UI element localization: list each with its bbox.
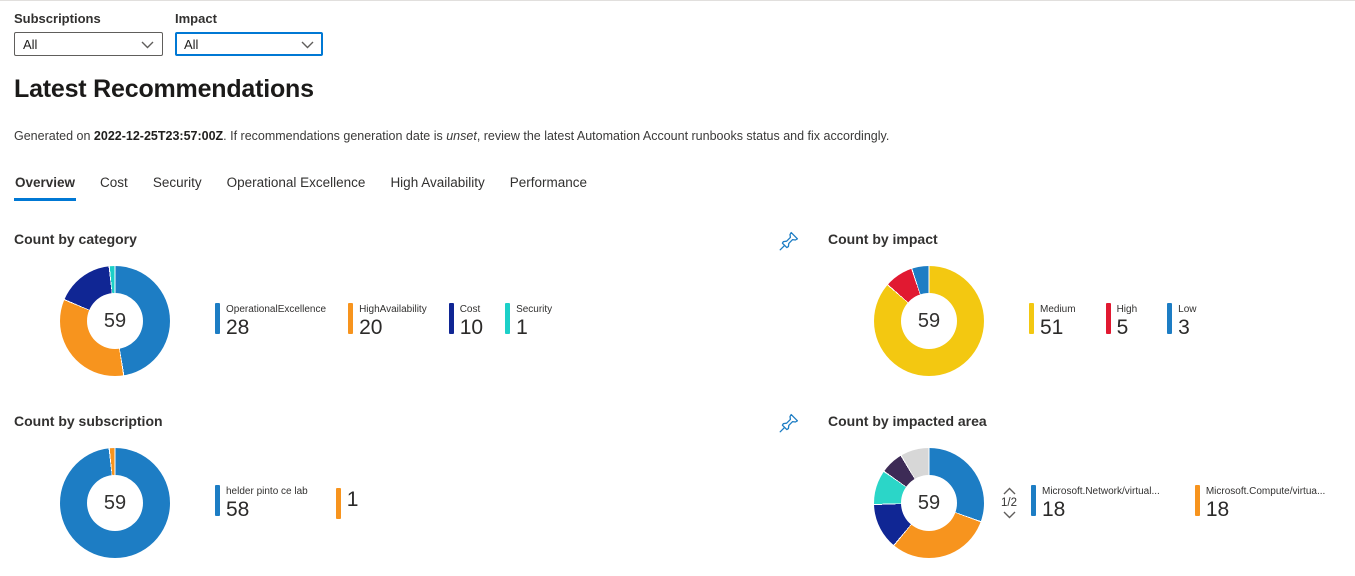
legend [1001, 485, 1325, 522]
legend-item-security: Security 1 [505, 303, 552, 340]
panel-title: Count by category [14, 231, 137, 247]
impact-dropdown[interactable] [175, 32, 323, 56]
unset-word: unset [446, 129, 477, 143]
legend-color-bar [336, 488, 341, 519]
donut-total: 59 [901, 293, 957, 349]
legend-color-bar [1195, 485, 1200, 516]
legend-item-microsoft-compute: Microsoft.Compute/virtua... 18 [1195, 485, 1325, 522]
legend-page-up-icon[interactable] [1003, 487, 1016, 495]
tab-cost[interactable]: Cost [100, 175, 128, 190]
legend-item-helder-pinto-ce-lab: helder pinto ce lab 58 [215, 485, 308, 522]
impact-dropdown-value: All [184, 36, 199, 52]
panel-title: Count by subscription [14, 413, 163, 429]
subscriptions-label: Subscriptions [14, 11, 101, 26]
filter-bar [14, 11, 323, 56]
subscriptions-dropdown-value: All [23, 36, 38, 52]
panel-title: Count by impact [828, 231, 938, 247]
legend-item-low: Low 3 [1167, 303, 1196, 340]
tab-high-availability[interactable]: High Availability [390, 175, 485, 190]
category-donut-chart[interactable] [60, 266, 170, 376]
legend-item-high: High 5 [1106, 303, 1138, 340]
legend [215, 485, 358, 522]
legend-color-bar [449, 303, 454, 334]
donut-total: 59 [901, 475, 957, 531]
subscriptions-filter [14, 11, 163, 56]
legend-item-microsoft-network: Microsoft.Network/virtual... 18 [1031, 485, 1160, 522]
legend-item-cost: Cost 10 [449, 303, 483, 340]
legend-item-operationalexcellence: OperationalExcellence 28 [215, 303, 326, 340]
impacted-area-donut-chart[interactable] [874, 448, 984, 558]
impact-label: Impact [175, 11, 217, 26]
legend [1029, 303, 1197, 340]
impact-filter [175, 11, 323, 56]
tab-security[interactable]: Security [152, 175, 202, 190]
legend-page-indicator: 1/2 [1001, 497, 1017, 509]
subscription-donut-chart[interactable] [60, 448, 170, 558]
count-by-impacted-area-panel [766, 413, 1355, 558]
generated-date: 2022-12-25T23:57:00Z [93, 129, 224, 143]
legend-item-medium: Medium 51 [1029, 303, 1076, 340]
tab-bar [14, 175, 588, 201]
count-by-impact-panel [766, 231, 1355, 376]
donut-total: 59 [87, 475, 143, 531]
legend-item-unlabeled: 1 [336, 488, 359, 519]
tab-performance[interactable]: Performance [509, 175, 588, 190]
legend-color-bar [505, 303, 510, 334]
legend [215, 303, 552, 340]
subscriptions-dropdown[interactable] [14, 32, 163, 56]
tab-operational-excellence[interactable]: Operational Excellence [226, 175, 366, 190]
panel-title: Count by impacted area [828, 413, 987, 429]
generated-on-text: Generated on 2022-12-25T23:57:00Z. If recommendations generation date is unset, review the latest Automation Account runbooks status and fix accordingly. [14, 129, 890, 143]
donut-total: 59 [87, 293, 143, 349]
legend-color-bar [1029, 303, 1034, 334]
legend-item-highavailability: HighAvailability 20 [348, 303, 427, 340]
legend-page-down-icon[interactable] [1003, 511, 1016, 519]
legend-color-bar [1031, 485, 1036, 516]
count-by-subscription-panel [0, 413, 766, 558]
tab-overview[interactable]: Overview [14, 175, 76, 201]
legend-color-bar [215, 485, 220, 516]
legend-color-bar [215, 303, 220, 334]
legend-pager [1001, 487, 1017, 519]
legend-color-bar [1167, 303, 1172, 334]
impact-donut-chart[interactable] [874, 266, 984, 376]
page-title: Latest Recommendations [14, 75, 314, 103]
legend-color-bar [348, 303, 353, 334]
chevron-down-icon [141, 37, 154, 52]
legend-color-bar [1106, 303, 1111, 334]
count-by-category-panel [0, 231, 766, 376]
chevron-down-icon [301, 37, 314, 52]
